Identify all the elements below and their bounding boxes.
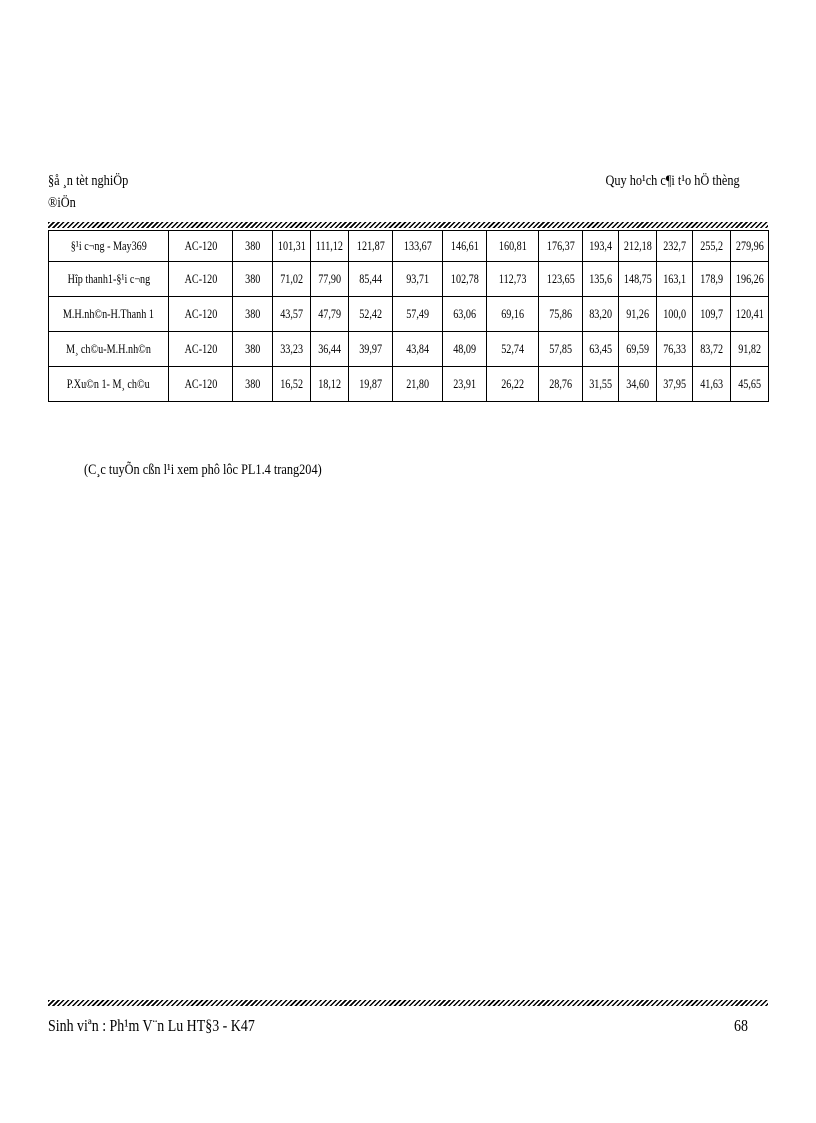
table-cell <box>349 262 393 297</box>
table-cell <box>233 367 273 402</box>
line-name-cell <box>49 231 169 262</box>
table-row <box>49 297 769 332</box>
cell-text: 23,91 <box>453 376 476 391</box>
cell-text: 37,95 <box>663 376 686 391</box>
footer-student: Sinh viªn : Ph¹m V¨n Lu HT§3 - K47 <box>48 1016 255 1035</box>
table-cell <box>393 262 443 297</box>
table-row <box>49 332 769 367</box>
cell-text: 279,96 <box>735 238 764 253</box>
cell-text: 28,76 <box>549 376 572 391</box>
table-cell <box>487 231 539 262</box>
cell-text: 100,0 <box>663 306 686 321</box>
table-cell <box>233 262 273 297</box>
table-cell <box>311 332 349 367</box>
cell-text: 102,78 <box>450 271 479 286</box>
cell-text: 111,12 <box>315 238 344 253</box>
table-cell <box>693 297 731 332</box>
table-cell <box>583 332 619 367</box>
table-cell <box>657 367 693 402</box>
cell-text: 63,06 <box>453 306 476 321</box>
table-body <box>49 231 769 402</box>
cell-text: 47,79 <box>318 306 341 321</box>
cell-text: 123,65 <box>546 271 575 286</box>
cell-text: 121,87 <box>356 238 385 253</box>
table-cell <box>731 262 769 297</box>
table-cell <box>273 262 311 297</box>
table-cell <box>583 231 619 262</box>
cell-text: M¸ ch©u-M.H.nh©n <box>66 341 151 356</box>
cell-text: 85,44 <box>359 271 382 286</box>
table-cell <box>731 367 769 402</box>
cell-text: 380 <box>244 376 261 391</box>
table-cell <box>731 231 769 262</box>
cell-text: 34,60 <box>626 376 649 391</box>
cell-text: 57,49 <box>406 306 429 321</box>
table-cell <box>539 332 583 367</box>
cell-text: 19,87 <box>359 376 382 391</box>
cell-text: 133,67 <box>403 238 432 253</box>
cell-text: 160,81 <box>498 238 527 253</box>
cell-text: 31,55 <box>589 376 612 391</box>
cell-text: 75,86 <box>549 306 572 321</box>
cell-text: 43,57 <box>280 306 303 321</box>
table-cell <box>169 367 233 402</box>
table-cell <box>311 262 349 297</box>
cell-text: AC-120 <box>184 341 217 356</box>
cell-text: 69,59 <box>626 341 649 356</box>
table-cell <box>349 367 393 402</box>
table-cell <box>583 262 619 297</box>
table-row <box>49 262 769 297</box>
table-cell <box>273 297 311 332</box>
cell-text: 380 <box>244 306 261 321</box>
table-cell <box>311 297 349 332</box>
line-name-cell <box>49 262 169 297</box>
table-cell <box>233 332 273 367</box>
table-cell <box>693 367 731 402</box>
cell-text: 178,9 <box>700 271 723 286</box>
table-cell <box>619 332 657 367</box>
table-cell <box>731 297 769 332</box>
cell-text: 380 <box>244 341 261 356</box>
cell-text: 255,2 <box>700 238 723 253</box>
table-cell <box>349 332 393 367</box>
cell-text: 36,44 <box>318 341 341 356</box>
table-cell <box>539 367 583 402</box>
cell-text: 83,72 <box>700 341 723 356</box>
table-cell <box>487 297 539 332</box>
cell-text: 93,71 <box>406 271 429 286</box>
cell-text: 39,97 <box>359 341 382 356</box>
data-table <box>48 230 769 402</box>
cell-text: 69,16 <box>501 306 524 321</box>
table-cell <box>393 332 443 367</box>
cell-text: 212,18 <box>623 238 652 253</box>
table-cell <box>583 367 619 402</box>
table-cell <box>657 231 693 262</box>
table-cell <box>273 231 311 262</box>
cell-text: 71,02 <box>280 271 303 286</box>
table-cell <box>539 231 583 262</box>
table-row <box>49 367 769 402</box>
table-cell <box>443 367 487 402</box>
line-name-cell <box>49 332 169 367</box>
table-cell <box>349 297 393 332</box>
cell-text: 57,85 <box>549 341 572 356</box>
table-cell <box>731 332 769 367</box>
table-cell <box>539 297 583 332</box>
cell-text: 16,52 <box>280 376 303 391</box>
cell-text: Hîp thanh1-§¹i c¬ng <box>67 271 150 286</box>
cell-text: 43,84 <box>406 341 429 356</box>
cell-text: 91,26 <box>626 306 649 321</box>
line-name-cell <box>49 367 169 402</box>
cell-text: 41,63 <box>700 376 723 391</box>
cell-text: 52,74 <box>501 341 524 356</box>
page-number: 68 <box>734 1016 748 1035</box>
table-cell <box>657 332 693 367</box>
table-cell <box>273 332 311 367</box>
cell-text: §¹i c¬ng - May369 <box>70 238 147 253</box>
table-cell <box>619 367 657 402</box>
page-header-right: Quy ho¹ch c¶i t¹o hÖ thèng <box>605 173 740 189</box>
table-cell <box>169 231 233 262</box>
table-cell <box>311 231 349 262</box>
table-cell <box>169 332 233 367</box>
table-cell <box>393 367 443 402</box>
table-cell <box>311 367 349 402</box>
table-cell <box>443 332 487 367</box>
cell-text: AC-120 <box>184 271 217 286</box>
table-cell <box>169 297 233 332</box>
cell-text: 91,82 <box>738 341 761 356</box>
cell-text: AC-120 <box>184 238 217 253</box>
cell-text: 112,73 <box>498 271 527 286</box>
table-cell <box>393 231 443 262</box>
cell-text: 120,41 <box>735 306 764 321</box>
cell-text: 101,31 <box>277 238 306 253</box>
cell-text: AC-120 <box>184 306 217 321</box>
table-cell <box>693 231 731 262</box>
appendix-note: (C¸c tuyÕn cßn l¹i xem phô lôc PL1.4 trang204) <box>84 462 322 478</box>
header-thesis-label: §å ¸n tèt nghiÖp <box>48 173 129 189</box>
table-cell <box>393 297 443 332</box>
cell-text: 26,22 <box>501 376 524 391</box>
cell-text: 163,1 <box>663 271 686 286</box>
cell-text: AC-120 <box>184 376 217 391</box>
table-cell <box>539 262 583 297</box>
cell-text: 380 <box>244 238 261 253</box>
cell-text: 33,23 <box>280 341 303 356</box>
table-cell <box>443 262 487 297</box>
cell-text: 380 <box>244 271 261 286</box>
cell-text: 83,20 <box>589 306 612 321</box>
cell-text: 109,7 <box>700 306 723 321</box>
cell-text: 45,65 <box>738 376 761 391</box>
cell-text: 63,45 <box>589 341 612 356</box>
cell-text: 52,42 <box>359 306 382 321</box>
table-cell <box>619 297 657 332</box>
cell-text: 146,61 <box>450 238 479 253</box>
table-cell <box>693 332 731 367</box>
cell-text: 196,26 <box>735 271 764 286</box>
cell-text: 148,75 <box>623 271 652 286</box>
table-cell <box>619 231 657 262</box>
table-cell <box>233 231 273 262</box>
table-cell <box>443 231 487 262</box>
table-row <box>49 231 769 262</box>
page-header-left <box>48 170 128 214</box>
cell-text: 48,09 <box>453 341 476 356</box>
footer-divider <box>48 1000 768 1006</box>
cell-text: 18,12 <box>318 376 341 391</box>
table-cell <box>169 262 233 297</box>
cell-text: M.H.nh©n-H.Thanh 1 <box>62 306 155 321</box>
table-cell <box>487 332 539 367</box>
header-divider <box>48 222 768 228</box>
table-cell <box>349 231 393 262</box>
line-name-cell <box>49 297 169 332</box>
table-cell <box>619 262 657 297</box>
table-cell <box>657 297 693 332</box>
cell-text: P.Xu©n 1- M¸ ch©u <box>66 376 150 391</box>
table-cell <box>487 262 539 297</box>
cell-text: 176,37 <box>546 238 575 253</box>
table-cell <box>693 262 731 297</box>
cell-text: 135,6 <box>589 271 612 286</box>
cell-text: 21,80 <box>406 376 429 391</box>
cell-text: 77,90 <box>318 271 341 286</box>
table-cell <box>583 297 619 332</box>
table-cell <box>273 367 311 402</box>
table-cell <box>487 367 539 402</box>
cell-text: 232,7 <box>663 238 686 253</box>
cell-text: 76,33 <box>663 341 686 356</box>
table-cell <box>657 262 693 297</box>
header-field-label: ®iÖn <box>48 195 76 211</box>
table-cell <box>443 297 487 332</box>
table-cell <box>233 297 273 332</box>
cell-text: 193,4 <box>589 238 612 253</box>
